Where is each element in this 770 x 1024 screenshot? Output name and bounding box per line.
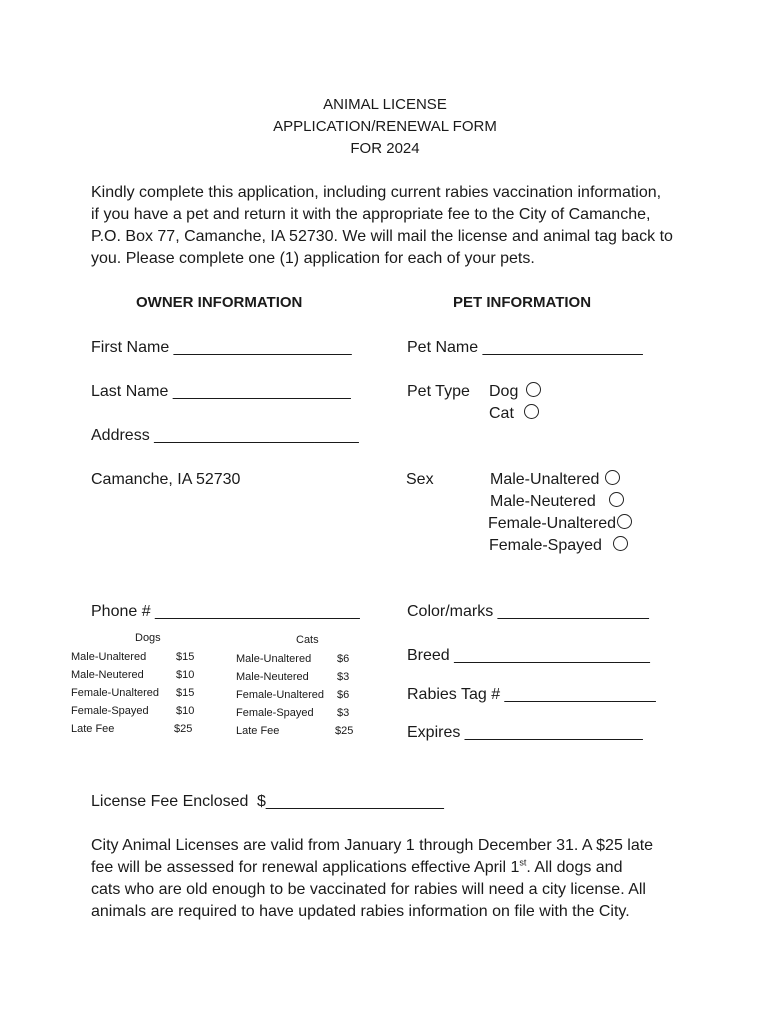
fee-label: Female-Spayed bbox=[236, 707, 314, 719]
fee-price: $15 bbox=[176, 687, 195, 699]
sex-option-label: Female-Spayed bbox=[489, 537, 602, 554]
footer-line-3: cats who are old enough to be vaccinated for rabies will need a city license. All bbox=[91, 881, 646, 898]
pet-info-heading: PET INFORMATION bbox=[453, 294, 592, 311]
intro-line-4: you. Please complete one (1) application for each of your pets. bbox=[91, 250, 535, 267]
sex-option-label: Male-Neutered bbox=[490, 493, 596, 510]
footer-line-1: City Animal Licenses are valid from January 1 through December 31. A $25 late bbox=[91, 837, 654, 854]
fee-price: $3 bbox=[337, 671, 350, 683]
sex-option-female-unaltered[interactable] bbox=[488, 513, 632, 535]
fee-price: $25 bbox=[335, 725, 354, 737]
fee-label: Female-Unaltered bbox=[236, 689, 325, 701]
fee-price: $6 bbox=[337, 653, 350, 665]
cats-fee-title: Cats bbox=[296, 634, 319, 646]
dog-label: Dog bbox=[489, 383, 519, 400]
footer-line-2b: . All dogs and bbox=[526, 859, 623, 876]
breed-field[interactable]: Breed ______________________ bbox=[407, 647, 650, 664]
cat-label: Cat bbox=[489, 405, 514, 422]
footer-line-2a: fee will be assessed for renewal applications effective April 1 bbox=[91, 859, 520, 876]
footer-line-2 bbox=[91, 857, 622, 879]
sex-option-male-neutered[interactable] bbox=[490, 491, 624, 513]
fee-price: $6 bbox=[337, 689, 350, 701]
sex-option-label: Female-Unaltered bbox=[488, 515, 617, 532]
last-name-field[interactable]: Last Name ____________________ bbox=[91, 383, 351, 400]
address-field[interactable]: Address _______________________ bbox=[91, 427, 359, 444]
female-spayed-radio[interactable] bbox=[613, 536, 628, 551]
rabies-tag-field[interactable]: Rabies Tag # _________________ bbox=[407, 686, 656, 703]
owner-info-heading: OWNER INFORMATION bbox=[136, 294, 303, 311]
fee-label: Late Fee bbox=[71, 723, 115, 735]
fee-price: $25 bbox=[174, 723, 193, 735]
fee-price: $15 bbox=[176, 651, 195, 663]
footer-superscript: st bbox=[519, 857, 527, 868]
male-unaltered-radio[interactable] bbox=[605, 470, 620, 485]
city-state-zip: Camanche, IA 52730 bbox=[91, 471, 241, 488]
pet-type-cat-option[interactable] bbox=[489, 403, 539, 425]
fee-price: $10 bbox=[176, 669, 195, 681]
phone-field[interactable]: Phone # _______________________ bbox=[91, 603, 360, 620]
male-neutered-radio[interactable] bbox=[609, 492, 624, 507]
color-marks-field[interactable]: Color/marks _________________ bbox=[407, 603, 649, 620]
intro-line-3: P.O. Box 77, Camanche, IA 52730. We will mail the license and animal tag back to bbox=[91, 228, 673, 245]
fee-label: Male-Neutered bbox=[236, 671, 309, 683]
license-fee-field[interactable]: $____________________ bbox=[257, 793, 444, 810]
first-name-field[interactable]: First Name ____________________ bbox=[91, 339, 352, 356]
sex-label: Sex bbox=[406, 471, 434, 488]
footer-line-4: animals are required to have updated rabies information on file with the City. bbox=[91, 903, 630, 920]
pet-type-dog-option[interactable] bbox=[489, 381, 541, 403]
form-title-line3: FOR 2024 bbox=[350, 140, 420, 157]
fee-price: $10 bbox=[176, 705, 195, 717]
dog-radio[interactable] bbox=[526, 382, 541, 397]
intro-line-2: if you have a pet and return it with the appropriate fee to the City of Camanche, bbox=[91, 206, 651, 223]
sex-option-male-unaltered[interactable] bbox=[490, 469, 620, 491]
female-unaltered-radio[interactable] bbox=[617, 514, 632, 529]
fee-label: Female-Unaltered bbox=[71, 687, 160, 699]
sex-option-label: Male-Unaltered bbox=[490, 471, 600, 488]
fee-label: Male-Unaltered bbox=[71, 651, 147, 663]
fee-label: Male-Unaltered bbox=[236, 653, 312, 665]
form-title-line2: APPLICATION/RENEWAL FORM bbox=[273, 118, 497, 135]
pet-name-field[interactable]: Pet Name __________________ bbox=[407, 339, 643, 356]
expires-field[interactable]: Expires ____________________ bbox=[407, 724, 643, 741]
fee-price: $3 bbox=[337, 707, 350, 719]
fee-label: Male-Neutered bbox=[71, 669, 144, 681]
dogs-fee-title: Dogs bbox=[135, 632, 161, 644]
license-fee-label: License Fee Enclosed bbox=[91, 793, 249, 810]
intro-line-1: Kindly complete this application, including current rabies vaccination information, bbox=[91, 184, 662, 201]
pet-type-label: Pet Type bbox=[407, 383, 470, 400]
sex-option-female-spayed[interactable] bbox=[489, 535, 628, 557]
fee-label: Female-Spayed bbox=[71, 705, 149, 717]
form-title-line1: ANIMAL LICENSE bbox=[323, 96, 447, 113]
cat-radio[interactable] bbox=[524, 404, 539, 419]
fee-label: Late Fee bbox=[236, 725, 280, 737]
